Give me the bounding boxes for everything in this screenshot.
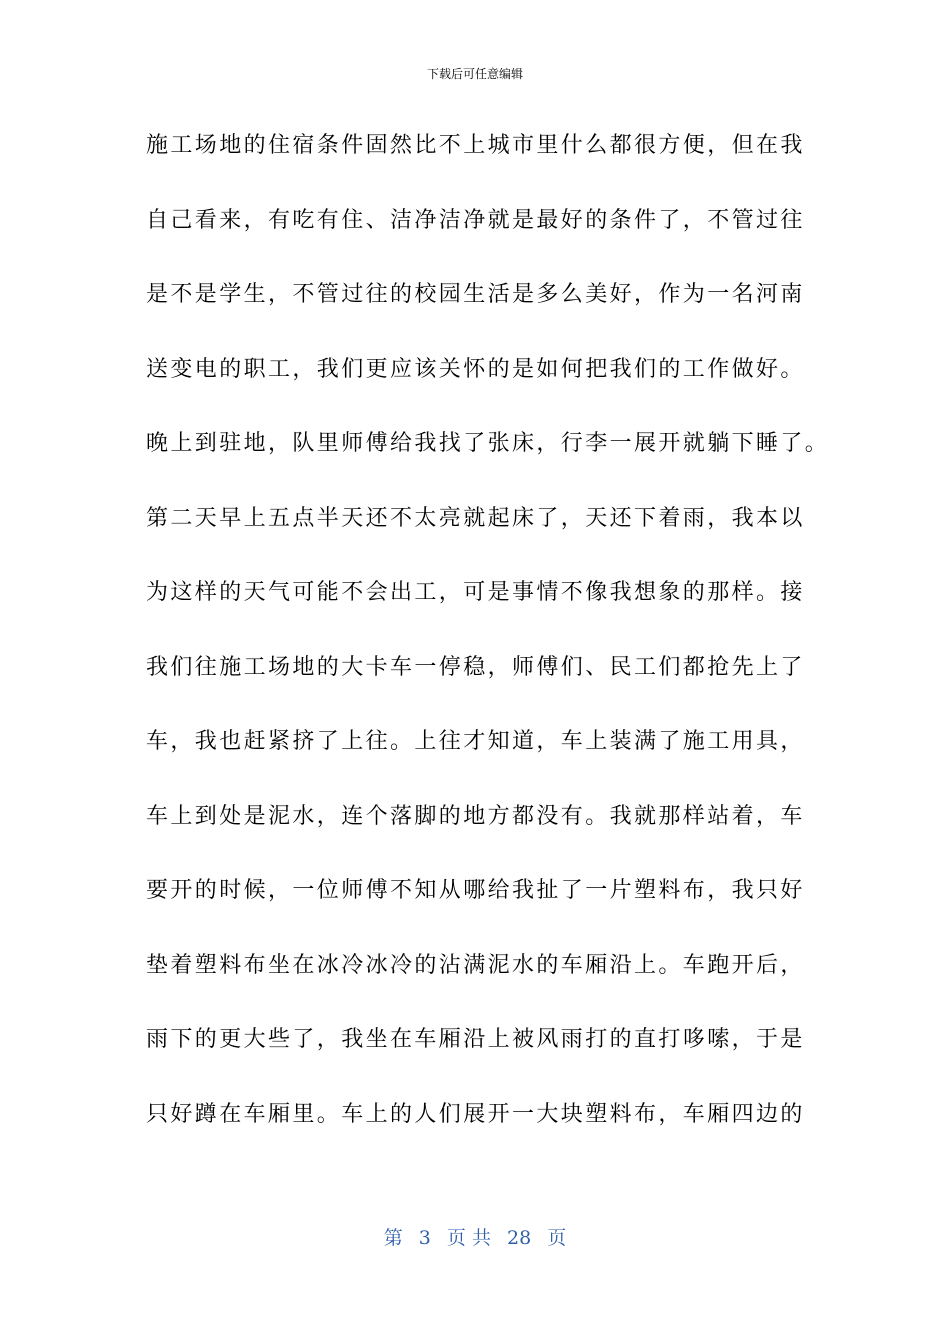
text-line: 自己看来，有吃有住、洁净洁净就是最好的条件了，不管过往 xyxy=(146,207,805,233)
footer-suffix: 页 xyxy=(547,1227,567,1249)
footer-prefix: 第 xyxy=(383,1227,403,1249)
text-line: 送变电的职工，我们更应该关怀的是如何把我们的工作做好。 xyxy=(146,356,805,382)
text-line: 第二天早上五点半天还不太亮就起床了，天还下着雨，我本以 xyxy=(146,505,805,531)
text-line: 雨下的更大些了，我坐在车厢沿上被风雨打的直打哆嗦，于是 xyxy=(146,1027,805,1052)
text-line: 是不是学生，不管过往的校园生活是多么美好，作为一名河南 xyxy=(146,282,805,307)
body-text xyxy=(146,124,830,1167)
text-line: 只好蹲在车厢里。车上的人们展开一大块塑料布，车厢四边的 xyxy=(146,1101,805,1127)
footer-page-number: 3 xyxy=(418,1227,431,1249)
text-line: 晚上到驻地，队里师傅给我找了张床，行李一展开就躺下睡了。 xyxy=(146,431,830,456)
page-header: 下载后可任意编辑 xyxy=(426,67,523,81)
text-line: 为这样的天气可能不会出工，可是事情不像我想象的那样。接 xyxy=(146,580,805,605)
text-line: 要开的时候，一位师傅不知从哪给我扯了一片塑料布，我只好 xyxy=(146,878,805,903)
footer-middle: 页 共 xyxy=(446,1227,491,1249)
text-line: 车上到处是泥水，连个落脚的地方都没有。我就那样站着，车 xyxy=(146,803,805,829)
text-line: 车，我也赶紧挤了上往。上往才知道，车上装满了施工用具， xyxy=(146,729,805,754)
text-line: 施工场地的住宿条件固然比不上城市里什么都很方便，但在我 xyxy=(146,133,805,158)
page-footer xyxy=(0,1226,950,1250)
footer-total-pages: 28 xyxy=(507,1227,532,1249)
text-line: 我们往施工场地的大卡车一停稳，师傅们、民工们都抢先上了 xyxy=(146,654,805,680)
text-line: 垫着塑料布坐在冰冷冰冷的沾满泥水的车厢沿上。车跑开后， xyxy=(146,952,805,978)
